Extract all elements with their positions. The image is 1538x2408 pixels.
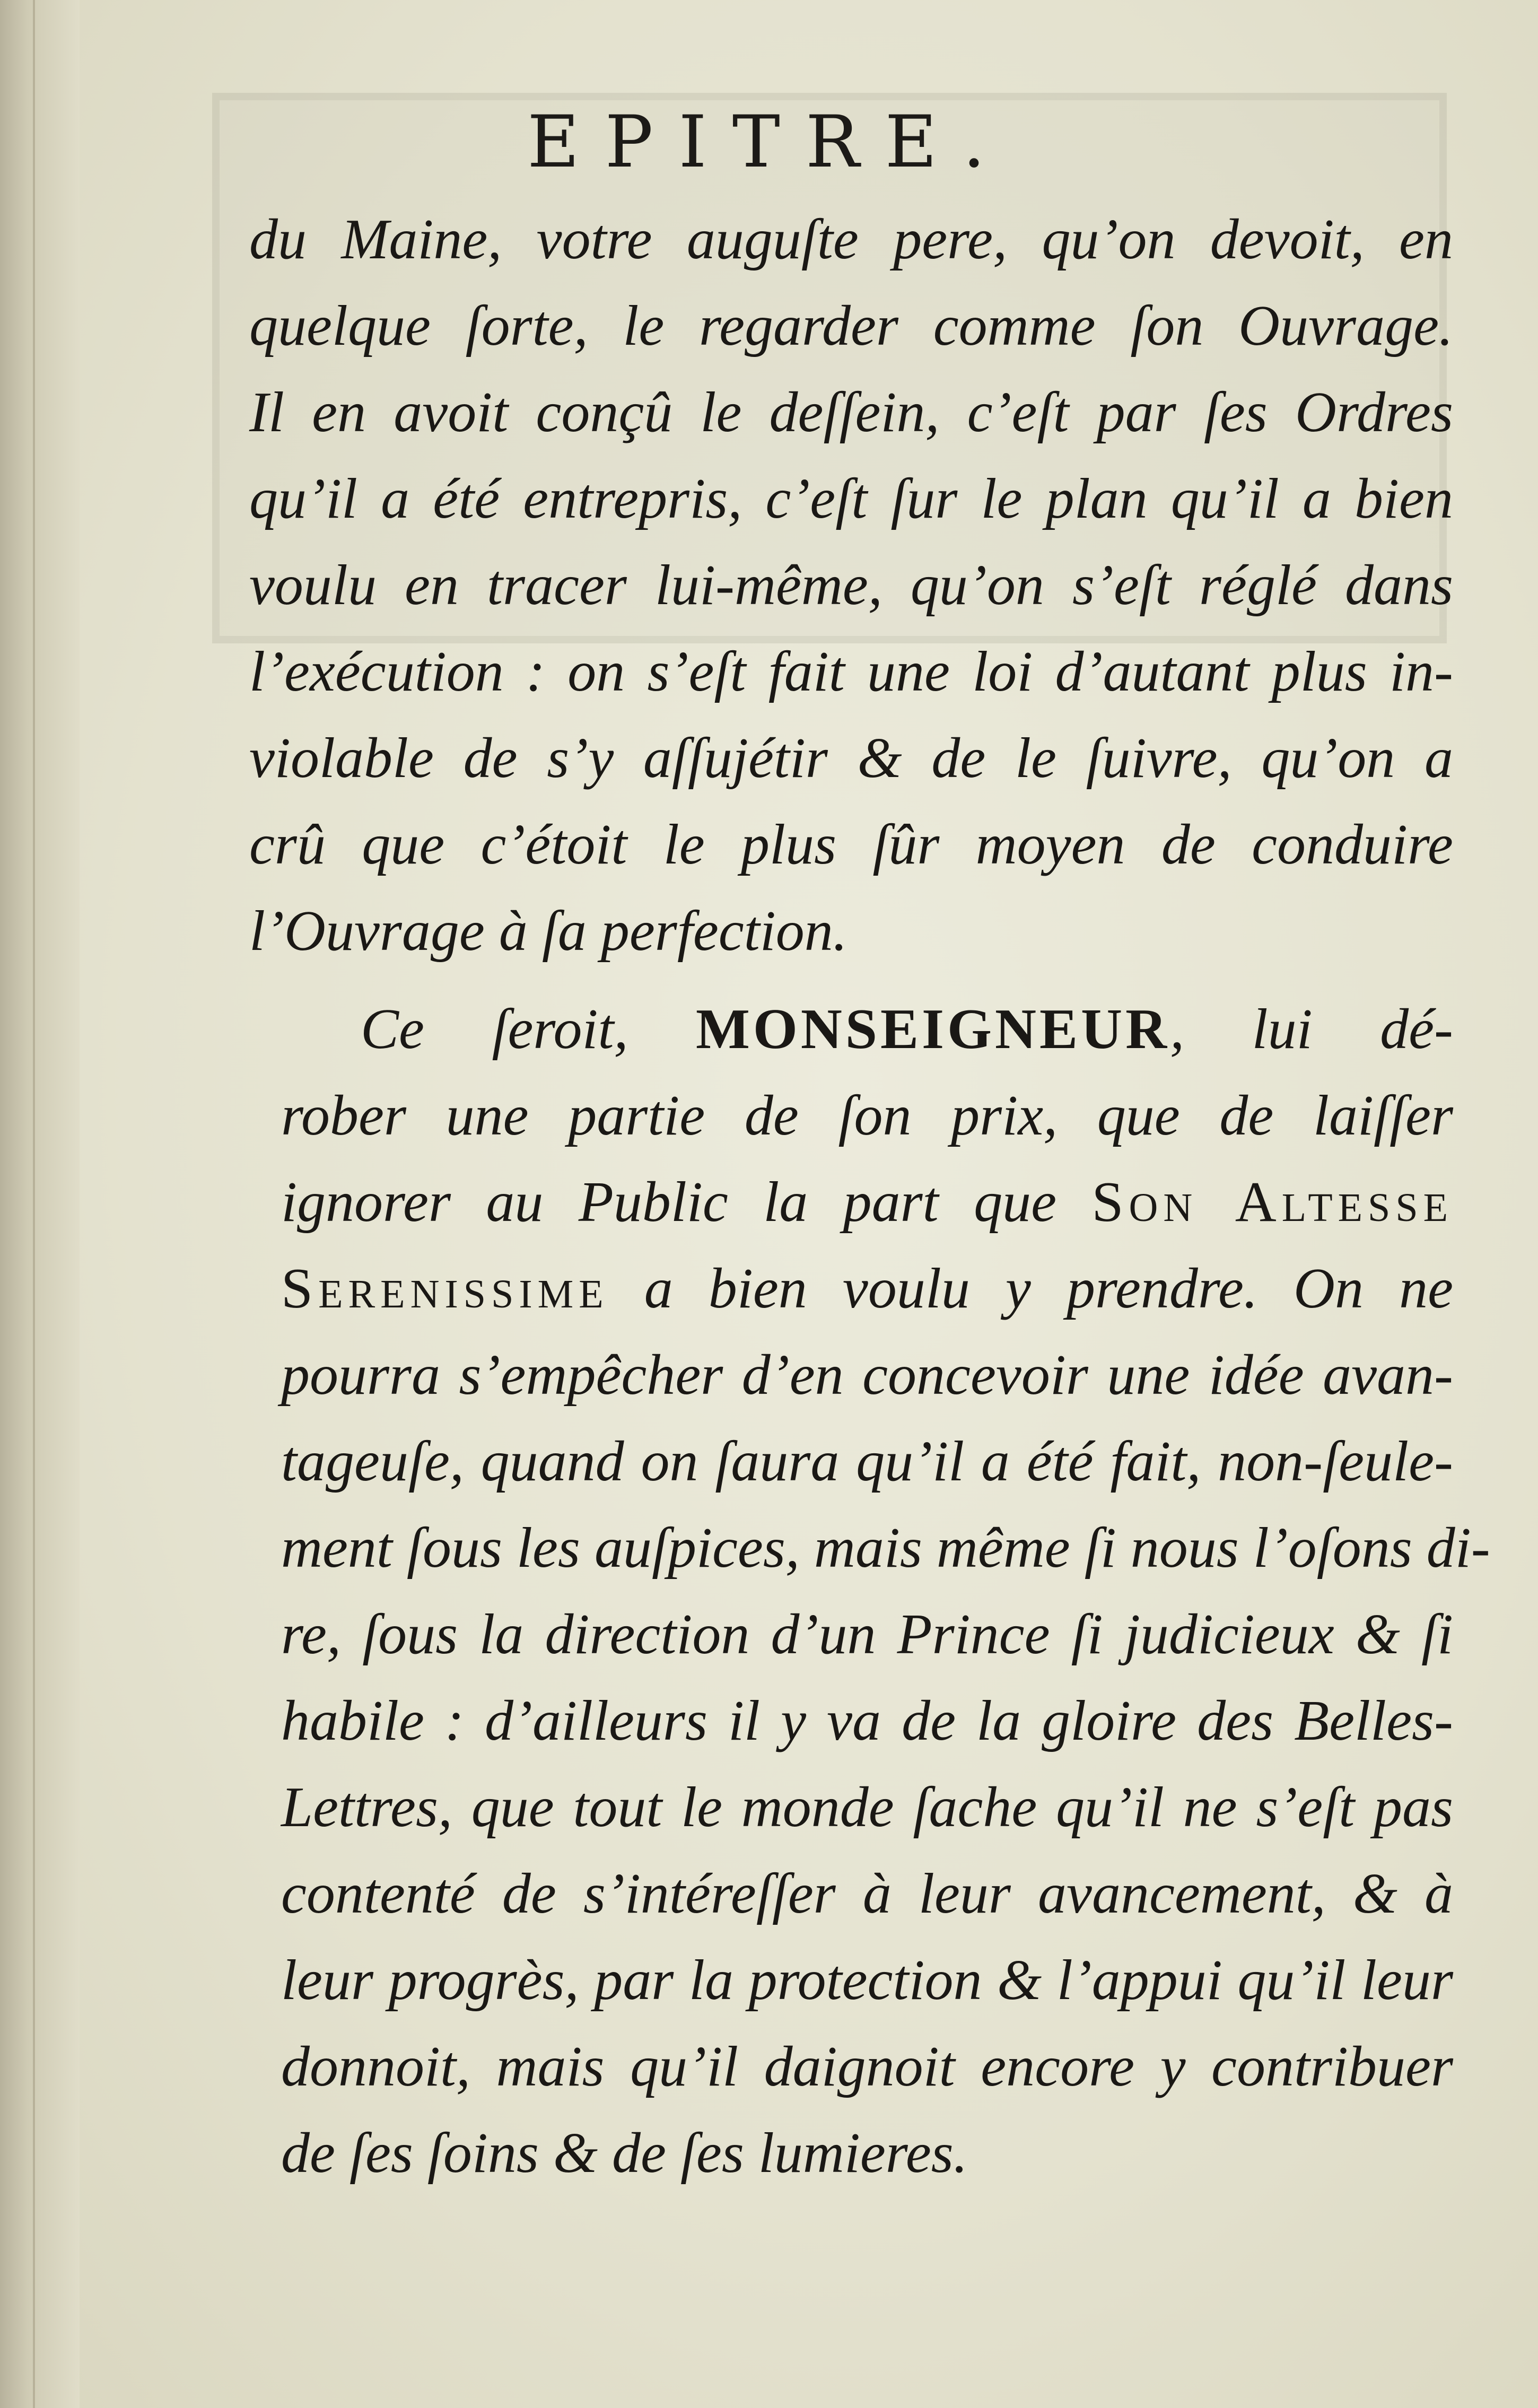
text-line: de ſes ſoins & de ſes lumieres. <box>281 2122 968 2185</box>
text-run: , lui dé- <box>1170 998 1453 1061</box>
page-heading: EPITRE. <box>527 100 1011 184</box>
text-line: quelque ſorte, le regarder comme ſon Ouvrage. <box>249 294 1453 357</box>
salutation: MONSEIGNEUR <box>695 998 1170 1061</box>
paragraph-1 <box>249 196 1453 974</box>
text-line: leur progrès, par la protection & l’appui qu’il leur <box>281 1949 1453 2012</box>
text-line: contenté de s’intéreſſer à leur avancement, & à <box>281 1862 1453 1925</box>
binding-fold-line <box>33 0 35 2408</box>
text-line: habile : d’ailleurs il y va de la gloire des Belles- <box>281 1689 1453 1752</box>
text-line <box>281 986 1453 1072</box>
text-run: Ce ſeroit, <box>361 998 628 1061</box>
body-text <box>249 196 1490 2196</box>
title-small-caps: Serenissime <box>281 1257 609 1320</box>
text-line: donnoit, mais qu’il daignoit encore y contribuer <box>281 2035 1453 2098</box>
text-line <box>281 1159 1453 1245</box>
title-small-caps: Son Altesse <box>1091 1171 1454 1234</box>
text-line: Il en avoit conçû le deſſein, c’eſt par ſes Ordres <box>249 381 1453 444</box>
text-line: l’exécution : on s’eſt fait une loi d’autant plus in- <box>249 640 1453 703</box>
text-run: ignorer au Public la part que <box>281 1171 1057 1234</box>
text-line: ment ſous les auſpices, mais même ſi nous l’oſons di- <box>281 1516 1490 1580</box>
text-line: re, ſous la direction d’un Prince ſi judicieux & ſi <box>281 1603 1453 1666</box>
paragraph-2 <box>249 986 1490 2196</box>
binding-gutter <box>0 0 80 2408</box>
text-line <box>281 1245 1453 1332</box>
text-line: voulu en tracer lui-même, qu’on s’eſt réglé dans <box>249 554 1453 617</box>
text-line: rober une partie de ſon prix, que de laiſſer <box>281 1084 1453 1147</box>
text-line: crû que c’étoit le plus ſûr moyen de conduire <box>249 813 1453 876</box>
text-line: tageuſe, quand on ſaura qu’il a été fait, non-ſeule- <box>281 1430 1453 1493</box>
text-line: l’Ouvrage à ſa perfection. <box>249 900 847 963</box>
text-run: a bien voulu y prendre. On ne <box>644 1257 1454 1320</box>
text-line: violable de s’y aſſujétir & de le ſuivre, qu’on a <box>249 727 1453 790</box>
text-line: Lettres, que tout le monde ſache qu’il ne s’eſt pas <box>281 1776 1453 1839</box>
text-line: qu’il a été entrepris, c’eſt ſur le plan qu’il a bien <box>249 467 1453 530</box>
text-line: du Maine, votre auguſte pere, qu’on devoit, en <box>249 208 1453 271</box>
text-line: pourra s’empêcher d’en concevoir une idée avan- <box>281 1343 1453 1407</box>
